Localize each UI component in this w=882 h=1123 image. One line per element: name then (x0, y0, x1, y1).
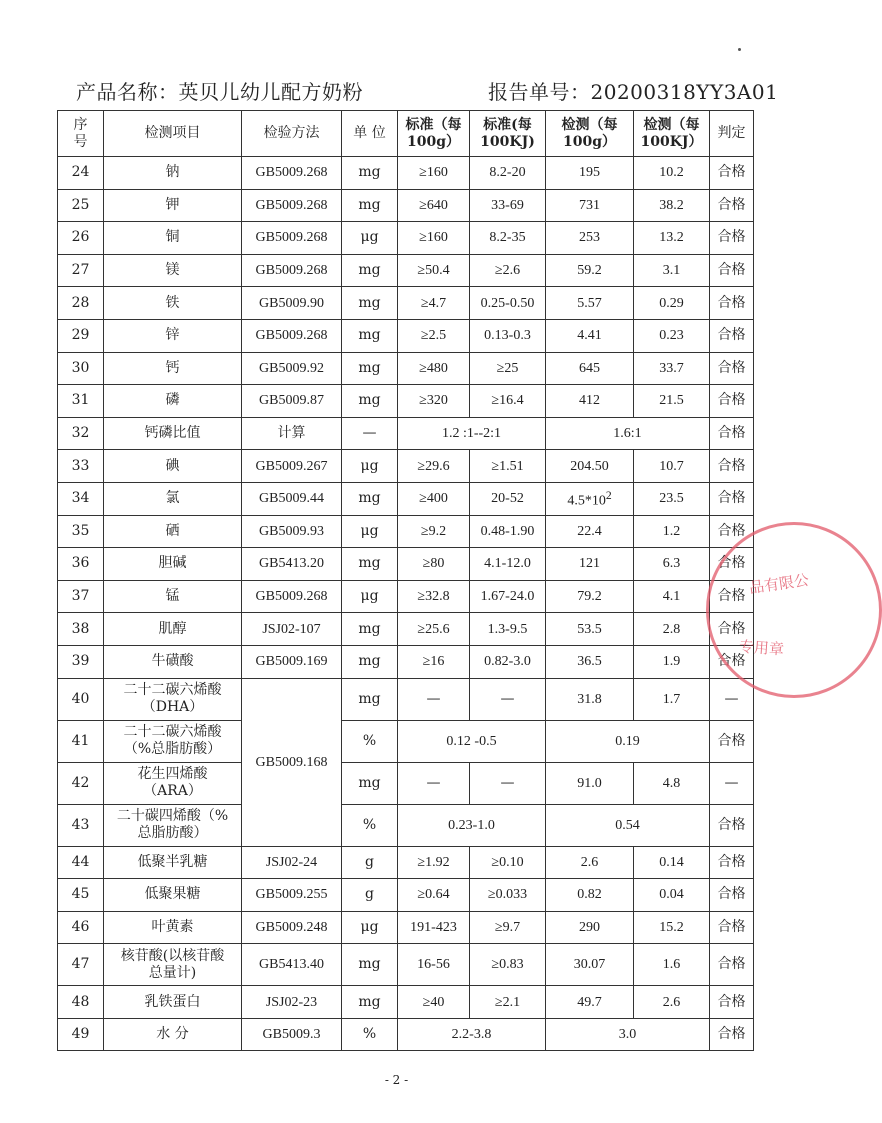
table-cell: 39 (58, 645, 104, 678)
table-row (58, 189, 754, 222)
table-cell: GB5009.268 (242, 222, 342, 255)
table-cell: 23.5 (634, 482, 710, 515)
col-res-g: 检测（每 100g） (546, 111, 634, 157)
table-cell: 8.2-20 (470, 157, 546, 190)
table-cell: μg (342, 450, 398, 483)
table-row (58, 482, 754, 515)
table-cell: 铜 (104, 222, 242, 255)
table-cell: 28 (58, 287, 104, 320)
table-cell: ≥4.7 (398, 287, 470, 320)
page-number: - 2 - (384, 1073, 409, 1087)
table-cell: mg (342, 944, 398, 986)
table-row (58, 846, 754, 879)
table-cell: 48 (58, 986, 104, 1019)
table-cell: 30.07 (546, 944, 634, 986)
table-cell: — (470, 762, 546, 804)
table-cell: 0.04 (634, 879, 710, 912)
table-cell: ≥400 (398, 482, 470, 515)
table-row (58, 417, 754, 450)
table-cell: 合格 (710, 222, 754, 255)
table-cell: 27 (58, 254, 104, 287)
table-cell: 1.2 (634, 515, 710, 548)
table-cell: mg (342, 548, 398, 581)
table-cell: mg (342, 189, 398, 222)
table-cell: 合格 (710, 846, 754, 879)
table-cell: GB5413.20 (242, 548, 342, 581)
table-cell: GB5009.268 (242, 254, 342, 287)
table-cell: 26 (58, 222, 104, 255)
table-row (58, 613, 754, 646)
table-cell: 253 (546, 222, 634, 255)
table-cell: — (342, 417, 398, 450)
table-cell: ≥0.83 (470, 944, 546, 986)
table-cell: 0.82-3.0 (470, 645, 546, 678)
table-cell: 3.0 (546, 1018, 710, 1051)
table-cell: 合格 (710, 879, 754, 912)
table-row (58, 450, 754, 483)
table-cell: 10.2 (634, 157, 710, 190)
table-cell: g (342, 879, 398, 912)
table-cell: 钙 (104, 352, 242, 385)
table-cell: 2.2-3.8 (398, 1018, 546, 1051)
table-cell: ≥16 (398, 645, 470, 678)
table-cell: ≥40 (398, 986, 470, 1019)
table-cell: mg (342, 613, 398, 646)
table-cell: GB5009.3 (242, 1018, 342, 1051)
table-cell: 4.41 (546, 319, 634, 352)
table-cell: 0.54 (546, 804, 710, 846)
table-cell: ≥160 (398, 222, 470, 255)
table-cell: 合格 (710, 254, 754, 287)
table-cell: 31.8 (546, 678, 634, 720)
table-cell: 肌醇 (104, 613, 242, 646)
table-cell: 低聚半乳糖 (104, 846, 242, 879)
table-cell: 0.82 (546, 879, 634, 912)
table-cell: 铁 (104, 287, 242, 320)
table-cell: ≥9.7 (470, 911, 546, 944)
table-cell: mg (342, 352, 398, 385)
table-cell: 53.5 (546, 613, 634, 646)
table-row (58, 986, 754, 1019)
table-cell: 32 (58, 417, 104, 450)
table-cell: 195 (546, 157, 634, 190)
table-cell: JSJ02-23 (242, 986, 342, 1019)
table-cell: mg (342, 645, 398, 678)
table-cell: 36.5 (546, 645, 634, 678)
table-cell: mg (342, 482, 398, 515)
table-cell: ≥2.5 (398, 319, 470, 352)
table-cell: 0.13-0.3 (470, 319, 546, 352)
table-cell: 合格 (710, 189, 754, 222)
table-cell: 645 (546, 352, 634, 385)
table-cell: 合格 (710, 1018, 754, 1051)
table-cell: 二十二碳六烯酸 （DHA） (104, 678, 242, 720)
table-cell: 钾 (104, 189, 242, 222)
table-cell: 0.19 (546, 720, 710, 762)
table-cell: 合格 (710, 352, 754, 385)
table-cell: 氯 (104, 482, 242, 515)
table-cell: 合格 (710, 319, 754, 352)
table-cell: GB5009.168 (242, 678, 342, 846)
table-cell: 29 (58, 319, 104, 352)
table-cell: 33-69 (470, 189, 546, 222)
table-cell: 121 (546, 548, 634, 581)
table-cell: ≥0.033 (470, 879, 546, 912)
table-cell: 硒 (104, 515, 242, 548)
table-cell: 1.67-24.0 (470, 580, 546, 613)
table-cell: — (710, 678, 754, 720)
table-cell: 43 (58, 804, 104, 846)
table-cell: — (398, 762, 470, 804)
table-cell: g (342, 846, 398, 879)
table-cell: 45 (58, 879, 104, 912)
table-cell: 13.2 (634, 222, 710, 255)
table-cell: GB5009.268 (242, 189, 342, 222)
table-row (58, 720, 754, 762)
table-cell: mg (342, 678, 398, 720)
col-res-kj: 检测（每 100KJ） (634, 111, 710, 157)
table-cell: 34 (58, 482, 104, 515)
table-cell: 合格 (710, 548, 754, 581)
table-cell: 2.8 (634, 613, 710, 646)
table-cell: ≥32.8 (398, 580, 470, 613)
table-cell: 25 (58, 189, 104, 222)
table-cell: ≥1.92 (398, 846, 470, 879)
table-cell: GB5009.267 (242, 450, 342, 483)
table-cell: 钙磷比值 (104, 417, 242, 450)
report-number: 报告单号：20200318YY3A01 (488, 80, 779, 104)
table-cell: JSJ02-107 (242, 613, 342, 646)
table-row (58, 580, 754, 613)
table-cell: mg (342, 157, 398, 190)
table-cell: 磷 (104, 385, 242, 418)
table-row (58, 1018, 754, 1051)
table-cell: 合格 (710, 450, 754, 483)
table-row (58, 319, 754, 352)
table-cell: 锌 (104, 319, 242, 352)
table-cell: 水 分 (104, 1018, 242, 1051)
table-cell: 33 (58, 450, 104, 483)
table-row (58, 678, 754, 720)
table-cell: 59.2 (546, 254, 634, 287)
table-cell: GB5009.44 (242, 482, 342, 515)
col-item: 检测项目 (104, 111, 242, 157)
table-cell: 91.0 (546, 762, 634, 804)
table-cell: GB5009.268 (242, 580, 342, 613)
table-cell: 胆碱 (104, 548, 242, 581)
table-cell: 22.4 (546, 515, 634, 548)
table-cell: 0.23-1.0 (398, 804, 546, 846)
table-cell: μg (342, 515, 398, 548)
table-cell: mg (342, 254, 398, 287)
table-cell: 碘 (104, 450, 242, 483)
table-row (58, 548, 754, 581)
table-cell: 41 (58, 720, 104, 762)
table-cell: mg (342, 385, 398, 418)
test-results-table (57, 110, 754, 1051)
table-cell: ≥9.2 (398, 515, 470, 548)
table-cell: ≥480 (398, 352, 470, 385)
table-row (58, 222, 754, 255)
table-cell: % (342, 720, 398, 762)
table-cell: 1.9 (634, 645, 710, 678)
table-cell: ≥25 (470, 352, 546, 385)
table-cell: 0.14 (634, 846, 710, 879)
table-cell: 二十二碳六烯酸 （%总脂肪酸） (104, 720, 242, 762)
table-cell: 1.6 (634, 944, 710, 986)
table-row (58, 157, 754, 190)
table-row (58, 287, 754, 320)
table-cell: 合格 (710, 986, 754, 1019)
table-cell: 15.2 (634, 911, 710, 944)
table-cell: 412 (546, 385, 634, 418)
table-cell: GB5009.268 (242, 319, 342, 352)
table-cell: μg (342, 911, 398, 944)
table-cell: 191-423 (398, 911, 470, 944)
table-cell: ≥2.1 (470, 986, 546, 1019)
table-cell: 核苷酸(以核苷酸 总量计) (104, 944, 242, 986)
table-cell: mg (342, 986, 398, 1019)
col-verdict: 判定 (710, 111, 754, 157)
table-cell: 38.2 (634, 189, 710, 222)
table-cell: 2.6 (546, 846, 634, 879)
table-cell: — (398, 678, 470, 720)
col-method: 检验方法 (242, 111, 342, 157)
table-cell: % (342, 1018, 398, 1051)
table-cell: 合格 (710, 385, 754, 418)
table-cell: 二十碳四烯酸（% 总脂肪酸） (104, 804, 242, 846)
table-row (58, 944, 754, 986)
table-cell: GB5009.268 (242, 157, 342, 190)
table-cell: 31 (58, 385, 104, 418)
table-cell: ≥16.4 (470, 385, 546, 418)
table-cell: 37 (58, 580, 104, 613)
table-cell: 30 (58, 352, 104, 385)
table-cell: 合格 (710, 804, 754, 846)
table-cell: 合格 (710, 417, 754, 450)
table-cell: 40 (58, 678, 104, 720)
col-std-kj: 标准(每 100KJ) (470, 111, 546, 157)
table-cell: GB5009.255 (242, 879, 342, 912)
table-cell: 38 (58, 613, 104, 646)
table-cell: 290 (546, 911, 634, 944)
table-row (58, 515, 754, 548)
table-cell: 0.29 (634, 287, 710, 320)
table-row (58, 645, 754, 678)
table-cell: ≥2.6 (470, 254, 546, 287)
table-cell: 合格 (710, 580, 754, 613)
table-cell: GB5009.90 (242, 287, 342, 320)
product-name: 产品名称：英贝儿幼儿配方奶粉 (76, 80, 363, 104)
table-cell: 24 (58, 157, 104, 190)
table-cell: 3.1 (634, 254, 710, 287)
table-cell: 锰 (104, 580, 242, 613)
table-cell: ≥29.6 (398, 450, 470, 483)
table-cell: 低聚果糖 (104, 879, 242, 912)
table-cell: 35 (58, 515, 104, 548)
table-row (58, 254, 754, 287)
table-cell: 乳铁蛋白 (104, 986, 242, 1019)
table-cell: 6.3 (634, 548, 710, 581)
company-seal-stamp: 品有限公 专用章 (706, 522, 882, 698)
table-cell: GB5009.87 (242, 385, 342, 418)
table-cell: GB5413.40 (242, 944, 342, 986)
table-cell: 合格 (710, 515, 754, 548)
table-cell: 牛磺酸 (104, 645, 242, 678)
table-cell: μg (342, 580, 398, 613)
table-cell: 合格 (710, 157, 754, 190)
table-cell: GB5009.93 (242, 515, 342, 548)
table-cell: 叶黄素 (104, 911, 242, 944)
table-cell: ≥0.10 (470, 846, 546, 879)
col-std-g: 标准（每 100g） (398, 111, 470, 157)
table-cell: 36 (58, 548, 104, 581)
table-cell: 49 (58, 1018, 104, 1051)
col-no: 序 号 (58, 111, 104, 157)
table-cell: GB5009.169 (242, 645, 342, 678)
chloride-result: $4.5*10^2$ (546, 482, 634, 515)
table-cell: 合格 (710, 944, 754, 986)
table-cell: 47 (58, 944, 104, 986)
table-cell: 0.23 (634, 319, 710, 352)
table-cell: 1.2 :1--2:1 (398, 417, 546, 450)
table-cell: % (342, 804, 398, 846)
table-cell: 1.7 (634, 678, 710, 720)
table-cell: GB5009.92 (242, 352, 342, 385)
table-cell: 计算 (242, 417, 342, 450)
table-cell: GB5009.248 (242, 911, 342, 944)
header-row (58, 111, 754, 157)
table-cell: 1.6:1 (546, 417, 710, 450)
table-cell: 合格 (710, 613, 754, 646)
table-cell: ≥160 (398, 157, 470, 190)
table-cell: 79.2 (546, 580, 634, 613)
table-cell: 20-52 (470, 482, 546, 515)
table-cell: 合格 (710, 482, 754, 515)
table-cell: ≥320 (398, 385, 470, 418)
table-cell: mg (342, 319, 398, 352)
table-row (58, 911, 754, 944)
table-cell: 8.2-35 (470, 222, 546, 255)
table-cell: ≥80 (398, 548, 470, 581)
table-cell: 21.5 (634, 385, 710, 418)
table-cell: ≥640 (398, 189, 470, 222)
table-cell: 204.50 (546, 450, 634, 483)
table-cell: 731 (546, 189, 634, 222)
table-cell: 钠 (104, 157, 242, 190)
table-cell: 花生四烯酸 （ARA） (104, 762, 242, 804)
table-cell: 46 (58, 911, 104, 944)
table-cell: 4.1 (634, 580, 710, 613)
table-row (58, 804, 754, 846)
table-cell: 44 (58, 846, 104, 879)
table-cell: 0.48-1.90 (470, 515, 546, 548)
table-cell: 2.6 (634, 986, 710, 1019)
table-cell: ≥25.6 (398, 613, 470, 646)
table-cell: mg (342, 287, 398, 320)
col-unit: 单 位 (342, 111, 398, 157)
table-cell: 0.12 -0.5 (398, 720, 546, 762)
table-row (58, 762, 754, 804)
table-cell: ≥0.64 (398, 879, 470, 912)
table-cell: ≥50.4 (398, 254, 470, 287)
table-cell: mg (342, 762, 398, 804)
table-cell: 1.3-9.5 (470, 613, 546, 646)
table-cell: 合格 (710, 287, 754, 320)
table-row (58, 352, 754, 385)
table-cell: 4.1-12.0 (470, 548, 546, 581)
table-row (58, 385, 754, 418)
table-cell: ≥1.51 (470, 450, 546, 483)
table-cell: — (710, 762, 754, 804)
table-cell: 4.8 (634, 762, 710, 804)
table-cell: 合格 (710, 911, 754, 944)
table-cell: 49.7 (546, 986, 634, 1019)
table-cell: 42 (58, 762, 104, 804)
table-cell: JSJ02-24 (242, 846, 342, 879)
table-cell: 5.57 (546, 287, 634, 320)
table-cell: 合格 (710, 645, 754, 678)
table-cell: 0.25-0.50 (470, 287, 546, 320)
table-cell: μg (342, 222, 398, 255)
table-cell: — (470, 678, 546, 720)
table-cell: 33.7 (634, 352, 710, 385)
speck (738, 48, 741, 51)
table-row (58, 879, 754, 912)
table-cell: 10.7 (634, 450, 710, 483)
table-cell: 合格 (710, 720, 754, 762)
table-cell: 镁 (104, 254, 242, 287)
table-cell: 16-56 (398, 944, 470, 986)
